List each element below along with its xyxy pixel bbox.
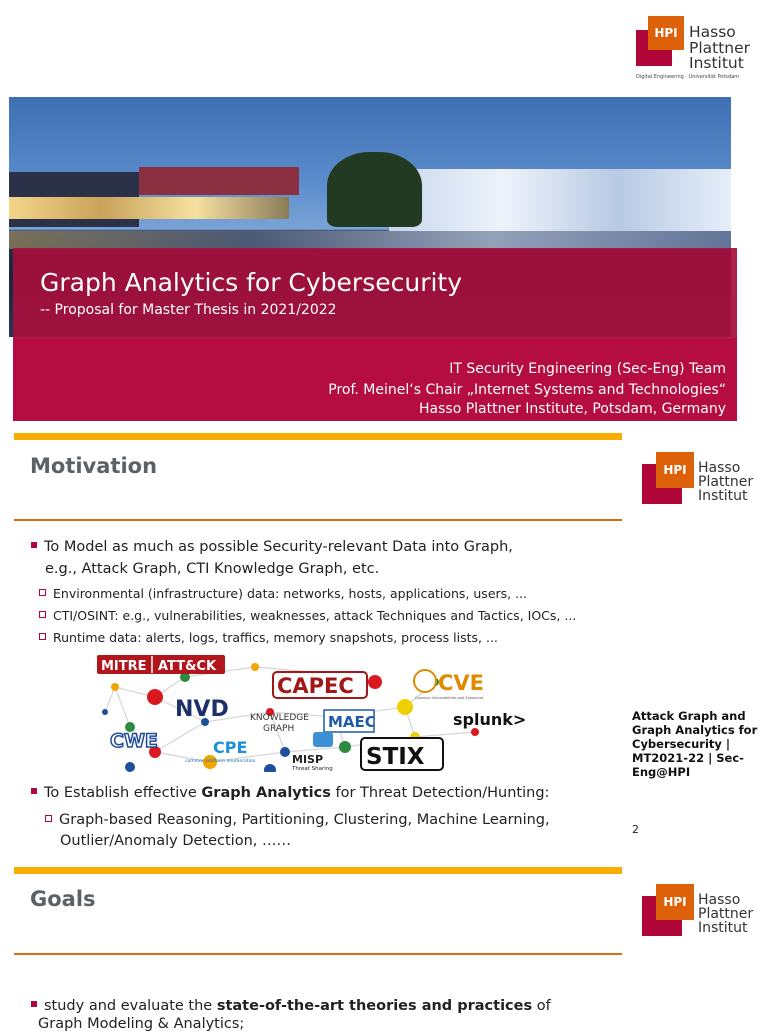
logo-badge: HPI [656, 452, 694, 488]
building-red [139, 167, 299, 195]
sub-bullet-text: Environmental (infrastructure) data: networks, hosts, applications, users, ... [53, 586, 528, 601]
motivation-title-underline [14, 519, 622, 521]
bullet-text-tail: for Threat Detection/Hunting: [330, 785, 550, 801]
logo-line3: Institut [698, 920, 748, 936]
logo-line1: Hasso [698, 892, 741, 908]
logo-line2: Plattner [698, 906, 754, 922]
cpe-label: CPE [213, 738, 248, 757]
cve-icon [414, 670, 436, 692]
bullet-bold-text: Graph Analytics [201, 785, 331, 801]
motivation-bullet-2 [31, 785, 549, 801]
motivation-sub-2 [39, 608, 576, 623]
bullet-marker [31, 1001, 37, 1007]
motivation-logo [642, 452, 766, 506]
logo-line3: Institut [689, 54, 744, 72]
knowledge-graph-illustration [95, 652, 535, 772]
misp-sub-label: Threat Sharing [292, 766, 333, 772]
cve-label: CVE [438, 671, 485, 695]
motivation-top-bar [14, 433, 622, 440]
bullet-marker [31, 788, 37, 794]
sub-bullet-marker [45, 815, 52, 822]
building-glass-right [389, 169, 731, 231]
maec-label: MAEC [328, 713, 376, 731]
goals-bullet-1 [31, 998, 551, 1014]
bullet-bold-text: state-of-the-art theories and practices [216, 998, 533, 1014]
motivation-bullet-1 [31, 539, 513, 555]
kg-label-1: KNOWLEDGE [250, 713, 309, 723]
logo-line3: Institut [698, 488, 748, 504]
cover-institute: Hasso Plattner Institute, Potsdam, Germany [419, 401, 726, 417]
logo-line1: Hasso [698, 460, 741, 476]
stix-label: STIX [366, 744, 425, 770]
motivation-bullet-1-line2: e.g., Attack Graph, CTI Knowledge Graph, etc. [45, 561, 380, 577]
sub-bullet-text: CTI/OSINT: e.g., vulnerabilities, weaknesses, attack Techniques and Tactics, IOCs, ... [53, 608, 577, 623]
mitre-label: MITRE [101, 659, 147, 674]
cwe-label: CWE [110, 730, 158, 752]
building-windows-left [9, 197, 289, 219]
goals-logo [642, 884, 766, 938]
logo-badge: HPI [656, 884, 694, 920]
motivation-sub-4-line2: Outlier/Anomaly Detection, …… [60, 833, 291, 849]
cover-subtitle: -- Proposal for Master Thesis in 2021/2022 [40, 302, 337, 318]
tree [327, 152, 422, 227]
sub-bullet-marker [39, 633, 46, 640]
motivation-title: Motivation [30, 454, 158, 478]
goals-title: Goals [30, 887, 96, 911]
cover-title: Graph Analytics for Cybersecurity [40, 268, 463, 297]
logo-line2: Plattner [689, 38, 751, 57]
page-number: 2 [632, 823, 639, 836]
goals-bullet-1-line2: Graph Modeling & Analytics; [38, 1016, 245, 1032]
attck-label: ATT&CK [158, 659, 217, 674]
goals-top-bar [14, 867, 622, 874]
cover-logo [636, 16, 766, 86]
sub-bullet-marker [39, 589, 46, 596]
misp-label: MISP [292, 753, 324, 766]
cover-team: IT Security Engineering (Sec-Eng) Team [449, 361, 726, 377]
motivation-footer: Attack Graph and Graph Analytics for Cybersecurity | MT2021-22 | Sec-Eng@HPI [632, 709, 758, 779]
bullet-text: To Model as much as possible Security-relevant Data into Graph, [44, 539, 513, 555]
goals-title-underline [14, 953, 622, 955]
bullet-text: study and evaluate the [44, 998, 217, 1014]
water-reflection [9, 231, 731, 249]
kg-label-2: GRAPH [263, 724, 295, 734]
bullet-text: To Establish effective [44, 785, 202, 801]
cover-chair: Prof. Meinel‘s Chair „Internet Systems and Technologies“ [328, 382, 726, 398]
motivation-sub-3 [39, 630, 498, 645]
capec-label: CAPEC [277, 674, 354, 698]
sub-bullet-text: Graph-based Reasoning, Partitioning, Clustering, Machine Learning, [59, 812, 550, 828]
nvd-label: NVD [175, 697, 229, 722]
logo-line1: Hasso [689, 23, 736, 41]
sub-bullet-marker [39, 611, 46, 618]
motivation-sub-1 [39, 586, 527, 601]
bullet-marker [31, 542, 37, 548]
cve-sub-label: Common Vulnerabilities and Exposures [415, 696, 484, 700]
logo-badge: HPI [648, 16, 684, 50]
logo-tagline: Digital Engineering · Universität Potsdam [636, 74, 740, 80]
sub-bullet-text: Runtime data: alerts, logs, traffics, memory snapshots, process lists, ... [53, 630, 498, 645]
logo-line2: Plattner [698, 474, 754, 490]
splunk-label: splunk> [453, 710, 527, 729]
cpe-sub-label: common platform enumeration [185, 759, 256, 764]
motivation-sub-4 [45, 812, 550, 828]
misp-icon [313, 732, 333, 747]
bullet-text-tail: of [532, 998, 551, 1014]
